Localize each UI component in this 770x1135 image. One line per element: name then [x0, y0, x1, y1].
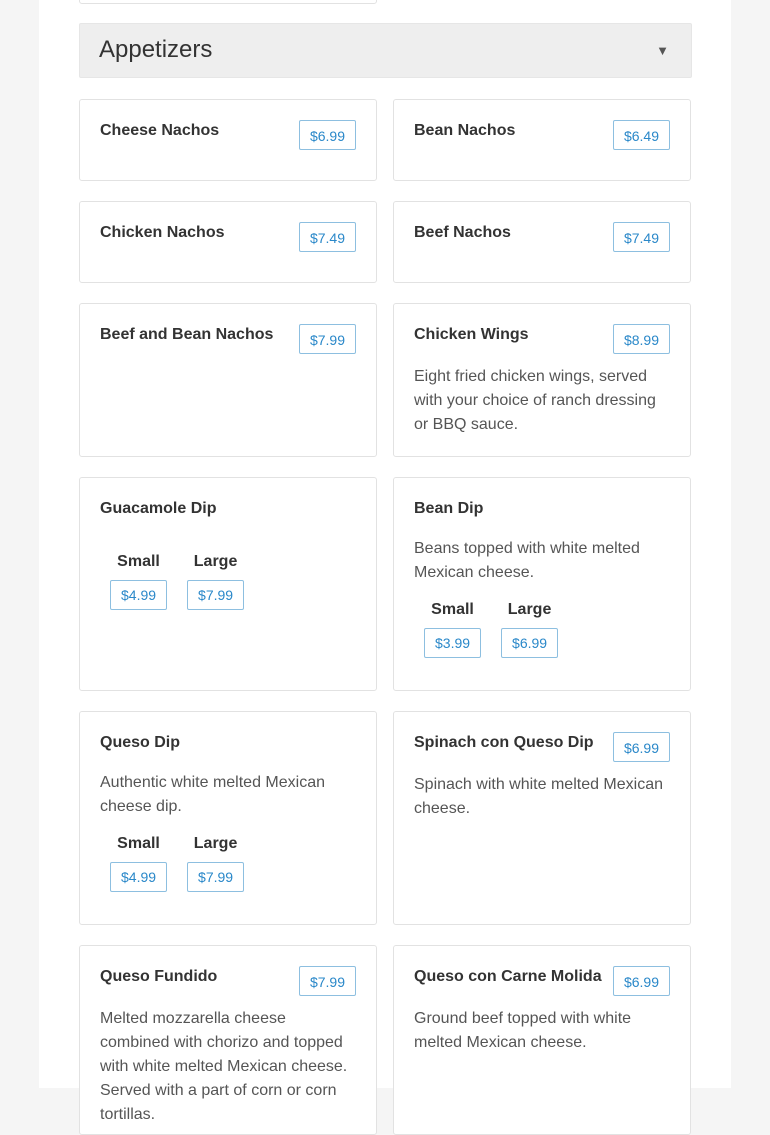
item-description: Authentic white melted Mexican cheese dip. — [100, 774, 325, 815]
menu-item-card[interactable] — [79, 477, 377, 691]
size-option — [110, 550, 167, 610]
menu-item-card[interactable] — [393, 711, 691, 925]
size-option — [501, 598, 558, 658]
item-name: Beef and Bean Nachos — [100, 326, 274, 343]
menu-item-card[interactable] — [393, 945, 691, 1135]
chevron-down-icon[interactable]: ▼ — [656, 43, 669, 58]
item-description: Melted mozzarella cheese combined with chorizo and topped with white melted Mexican cheese. Served with a part of corn or corn tortillas. — [100, 1010, 348, 1123]
item-name: Queso Fundido — [100, 968, 218, 985]
size-options — [110, 550, 244, 610]
price-button[interactable]: $8.99 — [613, 324, 670, 354]
size-label: Small — [117, 553, 160, 570]
price-button[interactable]: $7.99 — [299, 966, 356, 996]
item-name: Queso con Carne Molida — [414, 968, 602, 985]
menu-item-card[interactable] — [393, 99, 691, 181]
size-price-button[interactable]: $3.99 — [424, 628, 481, 658]
size-price-button[interactable]: $7.99 — [187, 862, 244, 892]
menu-item-card[interactable] — [393, 201, 691, 283]
size-label: Small — [117, 835, 160, 852]
size-price-button[interactable]: $6.99 — [501, 628, 558, 658]
previous-card-edge — [79, 0, 377, 4]
price-button[interactable]: $6.99 — [613, 966, 670, 996]
price-button[interactable]: $7.99 — [299, 324, 356, 354]
menu-item-card[interactable] — [79, 303, 377, 457]
size-label: Large — [507, 601, 552, 618]
menu-item-card[interactable] — [393, 303, 691, 457]
menu-item-card[interactable] — [79, 99, 377, 181]
size-price-button[interactable]: $4.99 — [110, 580, 167, 610]
item-name: Beef Nachos — [414, 224, 511, 241]
price-button[interactable]: $6.99 — [299, 120, 356, 150]
price-button[interactable]: $7.49 — [299, 222, 356, 252]
item-description: Ground beef topped with white melted Mexican cheese. — [414, 1010, 632, 1051]
item-name: Guacamole Dip — [100, 500, 217, 517]
menu-item-card[interactable] — [79, 201, 377, 283]
appetizers-section-header[interactable] — [79, 23, 692, 78]
size-label: Small — [431, 601, 474, 618]
item-name: Queso Dip — [100, 734, 181, 751]
size-option — [424, 598, 481, 658]
item-description: Beans topped with white melted Mexican cheese. — [414, 540, 640, 581]
menu-item-card[interactable] — [79, 711, 377, 925]
size-options — [424, 598, 558, 658]
size-price-button[interactable]: $7.99 — [187, 580, 244, 610]
price-button[interactable]: $6.49 — [613, 120, 670, 150]
price-button[interactable]: $7.49 — [613, 222, 670, 252]
size-label: Large — [193, 553, 238, 570]
item-description: Eight fried chicken wings, served with your choice of ranch dressing or BBQ sauce. — [414, 368, 656, 433]
size-option — [110, 832, 167, 892]
menu-item-card[interactable] — [393, 477, 691, 691]
size-option — [187, 832, 244, 892]
size-label: Large — [193, 835, 238, 852]
item-name: Spinach con Queso Dip — [414, 734, 594, 751]
size-options — [110, 832, 244, 892]
section-title: Appetizers — [99, 36, 213, 63]
price-button[interactable]: $6.99 — [613, 732, 670, 762]
item-name: Chicken Nachos — [100, 224, 225, 241]
item-name: Bean Dip — [414, 500, 484, 517]
item-description: Spinach with white melted Mexican cheese. — [414, 776, 664, 817]
item-name: Cheese Nachos — [100, 122, 220, 139]
item-name: Bean Nachos — [414, 122, 516, 139]
menu-item-card[interactable] — [79, 945, 377, 1135]
size-price-button[interactable]: $4.99 — [110, 862, 167, 892]
item-name: Chicken Wings — [414, 326, 529, 343]
size-option — [187, 550, 244, 610]
